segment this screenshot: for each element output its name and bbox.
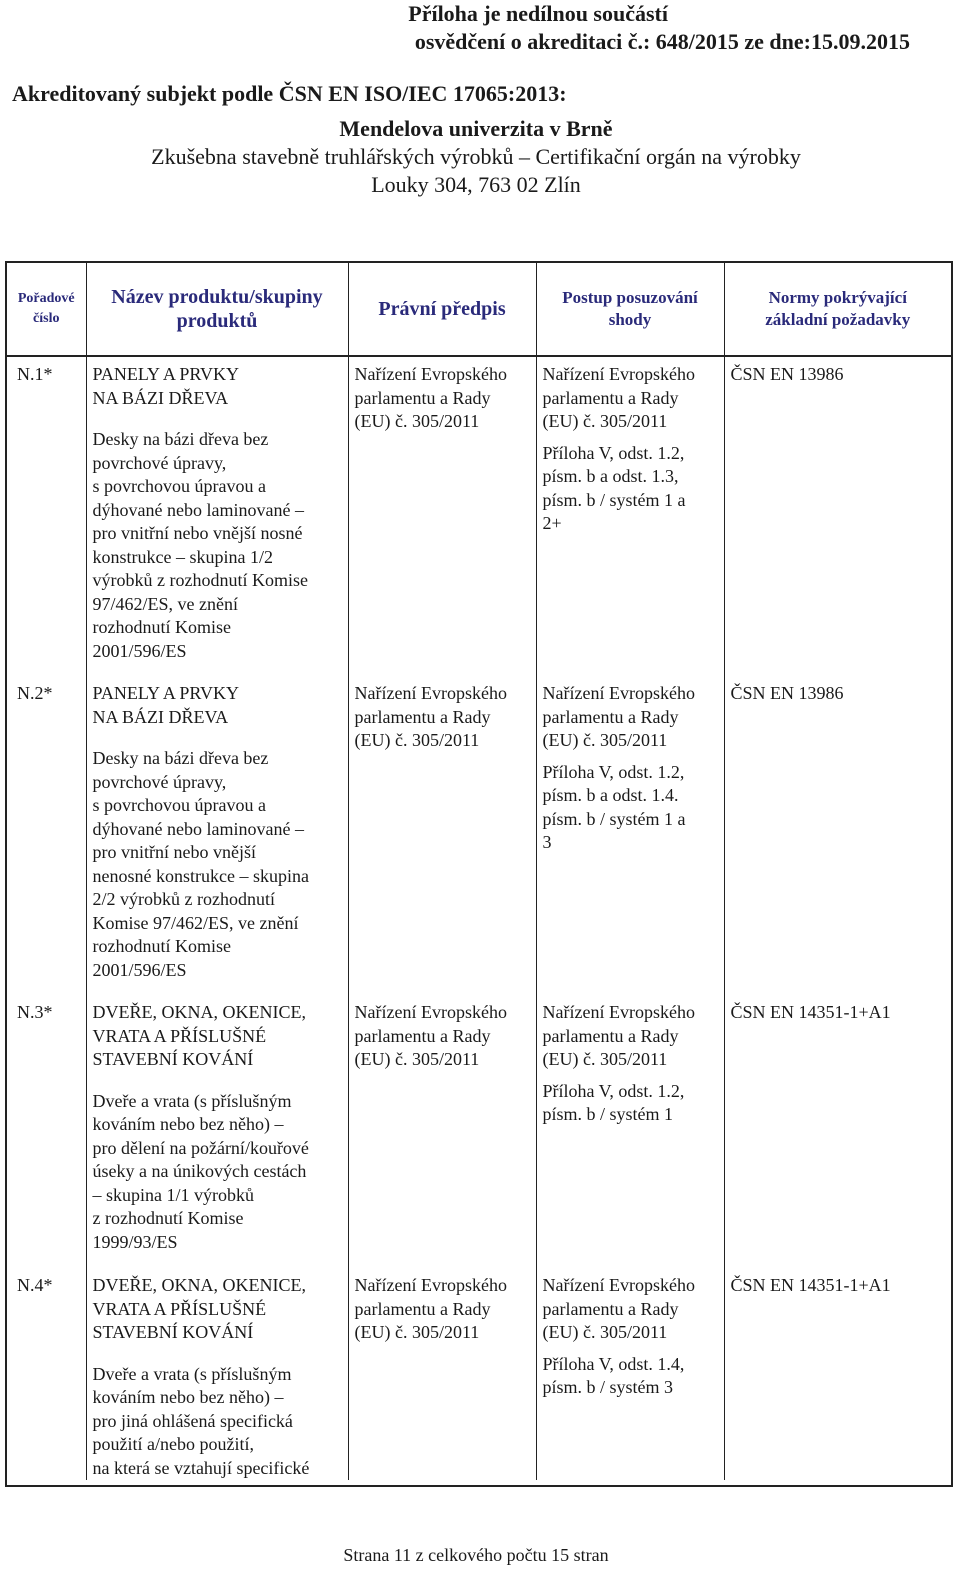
product-description-line: Desky na bázi dřeva bez — [92, 748, 269, 768]
product-title-line: STAVEBNÍ KOVÁNÍ — [92, 1049, 254, 1069]
product-description-line: 2001/596/ES — [92, 959, 187, 980]
product-description-line: povrchové úpravy, — [92, 452, 227, 473]
organization-name: Mendelova univerzita v Brně — [339, 116, 613, 141]
product-group-title — [93, 363, 344, 410]
product-name-cell — [86, 356, 348, 676]
regulation-line: parlamentu a Rady — [354, 706, 491, 727]
legal-regulation-cell — [348, 1268, 536, 1480]
annex-line: písm. b / systém 1 a — [542, 489, 686, 510]
regulation-line: (EU) č. 305/2011 — [354, 1049, 480, 1069]
conformity-procedure-cell — [536, 676, 724, 995]
regulation-line: (EU) č. 305/2011 — [354, 1322, 480, 1342]
product-description-line: pro jiná ohlášená specifická — [92, 1410, 293, 1431]
product-description-line: použití a/nebo použití, — [92, 1434, 254, 1454]
annex-line: písm. b / systém 3 — [542, 1377, 674, 1397]
product-group-title — [93, 1274, 344, 1345]
annex-line: Příloha V, odst. 1.2, — [542, 442, 685, 463]
product-description-line: na která se vztahují specifické — [92, 1457, 310, 1478]
product-description-line: úseky a na únikových cestách — [92, 1161, 307, 1181]
product-title-line: PANELY A PRVKY — [92, 683, 239, 703]
table-row — [7, 1268, 951, 1480]
procedure-line: parlamentu a Rady — [542, 387, 679, 408]
table-body — [7, 356, 951, 1480]
product-description-line: dýhované nebo laminované – — [92, 499, 304, 520]
product-description-line: – skupina 1/1 výrobků — [92, 1184, 254, 1205]
procedure-line: (EU) č. 305/2011 — [542, 411, 668, 431]
procedure-annex-reference — [543, 1353, 720, 1400]
product-description-line: kováním nebo bez něho) – — [92, 1387, 284, 1407]
organization-department: Zkušebna stavebně truhlářských výrobků – Certifikační orgán na výrobky — [151, 144, 801, 169]
annex-line: 3 — [542, 832, 552, 852]
procedure-annex-reference — [543, 1080, 720, 1127]
standard-cell: ČSN EN 13986 — [730, 683, 844, 703]
product-name-cell — [86, 676, 348, 995]
regulation-line: parlamentu a Rady — [354, 1025, 491, 1046]
attachment-note-line2: osvědčení o akreditaci č.: 648/2015 ze dne:15.09.2015 — [414, 29, 910, 54]
regulation-line: (EU) č. 305/2011 — [354, 730, 480, 750]
regulation-line: Nařízení Evropského — [354, 1002, 507, 1022]
conformity-procedure-cell — [536, 356, 724, 676]
product-description — [93, 1090, 344, 1255]
procedure-line: Nařízení Evropského — [542, 683, 695, 703]
attachment-note-line1: Příloha je nedílnou součástí — [408, 1, 668, 26]
order-number-cell: N.4* — [7, 1268, 86, 1480]
standard-cell: ČSN EN 14351-1+A1 — [730, 1275, 891, 1295]
procedure-line: parlamentu a Rady — [542, 706, 679, 727]
product-description-line: 97/462/ES, ve znění — [92, 593, 238, 614]
product-description-line: pro vnitřní nebo vnější — [92, 842, 256, 862]
annex-line: 2+ — [542, 513, 562, 533]
product-description-line: kováním nebo bez něho) – — [92, 1114, 284, 1134]
header-order-number: Pořadové číslo — [7, 263, 86, 356]
procedure-line: Nařízení Evropského — [542, 1275, 695, 1295]
product-description-line: povrchové úpravy, — [92, 771, 227, 792]
product-description-line: nenosné konstrukce – skupina — [92, 865, 309, 886]
page-footer: Strana 11 z celkového počtu 15 stran — [343, 1545, 609, 1565]
organization-address: Louky 304, 763 02 Zlín — [371, 172, 581, 197]
product-description-line: Dveře a vrata (s příslušným — [92, 1090, 292, 1111]
order-number-cell: N.1* — [7, 356, 86, 676]
product-description — [93, 747, 344, 982]
annex-line: písm. b a odst. 1.3, — [542, 466, 679, 486]
product-name-cell — [86, 995, 348, 1268]
order-number-cell: N.2* — [7, 676, 86, 995]
table-header-row — [7, 263, 951, 356]
header-conformity-procedure: Postup posuzování shody — [536, 263, 724, 356]
product-description-line: Komise 97/462/ES, ve znění — [92, 912, 299, 933]
product-title-line: NA BÁZI DŘEVA — [92, 387, 229, 408]
product-description-line: z rozhodnutí Komise — [92, 1208, 244, 1228]
regulation-line: Nařízení Evropského — [354, 1275, 507, 1295]
regulation-line: parlamentu a Rady — [354, 387, 491, 408]
product-group-title — [93, 1001, 344, 1072]
products-table-frame — [5, 261, 953, 1487]
annex-line: písm. b a odst. 1.4. — [542, 785, 679, 805]
procedure-line: Nařízení Evropského — [542, 1002, 695, 1022]
annex-line: Příloha V, odst. 1.4, — [542, 1353, 685, 1374]
standard-cell: ČSN EN 14351-1+A1 — [730, 1002, 891, 1022]
product-description-line: 1999/93/ES — [92, 1231, 178, 1252]
products-table — [7, 263, 951, 1480]
annex-line: Příloha V, odst. 1.2, — [542, 1080, 685, 1101]
product-description — [93, 1363, 344, 1481]
product-description-line: rozhodnutí Komise — [92, 936, 231, 956]
procedure-line: (EU) č. 305/2011 — [542, 730, 668, 750]
procedure-line: parlamentu a Rady — [542, 1298, 679, 1319]
product-description-line: pro vnitřní nebo vnější nosné — [92, 523, 303, 543]
annex-line: písm. b / systém 1 a — [542, 808, 686, 829]
product-description-line: Desky na bázi dřeva bez — [92, 429, 269, 449]
product-title-line: DVEŘE, OKNA, OKENICE, — [92, 1275, 306, 1295]
procedure-line: (EU) č. 305/2011 — [542, 1049, 668, 1069]
table-row — [7, 356, 951, 676]
product-title-line: VRATA A PŘÍSLUŠNÉ — [92, 1298, 267, 1319]
procedure-annex-reference — [543, 761, 720, 855]
product-title-line: STAVEBNÍ KOVÁNÍ — [92, 1322, 254, 1342]
procedure-annex-reference — [543, 442, 720, 536]
conformity-procedure-cell — [536, 995, 724, 1268]
product-title-line: VRATA A PŘÍSLUŠNÉ — [92, 1025, 267, 1046]
legal-regulation-cell — [348, 995, 536, 1268]
accredited-subject-heading: Akreditovaný subjekt podle ČSN EN ISO/IEC 17065:2013: — [12, 81, 567, 106]
procedure-line: (EU) č. 305/2011 — [542, 1322, 668, 1342]
regulation-line: Nařízení Evropského — [354, 364, 507, 384]
product-name-cell — [86, 1268, 348, 1480]
product-description-line: 2/2 výrobků z rozhodnutí — [92, 889, 275, 909]
regulation-line: (EU) č. 305/2011 — [354, 411, 480, 431]
product-title-line: PANELY A PRVKY — [92, 364, 239, 384]
header-legal-regulation: Právní předpis — [348, 263, 536, 356]
product-title-line: NA BÁZI DŘEVA — [92, 706, 229, 727]
legal-regulation-cell — [348, 676, 536, 995]
procedure-line: Nařízení Evropského — [542, 364, 695, 384]
regulation-line: Nařízení Evropského — [354, 683, 507, 703]
product-description-line: dýhované nebo laminované – — [92, 818, 304, 839]
conformity-procedure-cell — [536, 1268, 724, 1480]
table-row — [7, 995, 951, 1268]
standard-cell: ČSN EN 13986 — [730, 364, 844, 384]
product-title-line: DVEŘE, OKNA, OKENICE, — [92, 1002, 306, 1022]
regulation-line: parlamentu a Rady — [354, 1298, 491, 1319]
legal-regulation-cell — [348, 356, 536, 676]
product-description-line: konstrukce – skupina 1/2 — [92, 546, 273, 567]
procedure-line: parlamentu a Rady — [542, 1025, 679, 1046]
product-group-title — [93, 682, 344, 729]
header-standards: Normy pokrývající základní požadavky — [724, 263, 951, 356]
product-description-line: 2001/596/ES — [92, 640, 187, 661]
product-description-line: výrobků z rozhodnutí Komise — [92, 570, 308, 590]
header-product-name: Název produktu/skupiny produktů — [86, 263, 348, 356]
order-number-cell: N.3* — [7, 995, 86, 1268]
product-description-line: rozhodnutí Komise — [92, 617, 231, 637]
product-description-line: pro dělení na požární/kouřové — [92, 1137, 309, 1158]
product-description-line: Dveře a vrata (s příslušným — [92, 1363, 292, 1384]
product-description-line: s povrchovou úpravou a — [92, 476, 266, 496]
product-description-line: s povrchovou úpravou a — [92, 795, 266, 815]
annex-line: písm. b / systém 1 — [542, 1104, 674, 1124]
table-row — [7, 676, 951, 995]
annex-line: Příloha V, odst. 1.2, — [542, 761, 685, 782]
product-description — [93, 428, 344, 663]
